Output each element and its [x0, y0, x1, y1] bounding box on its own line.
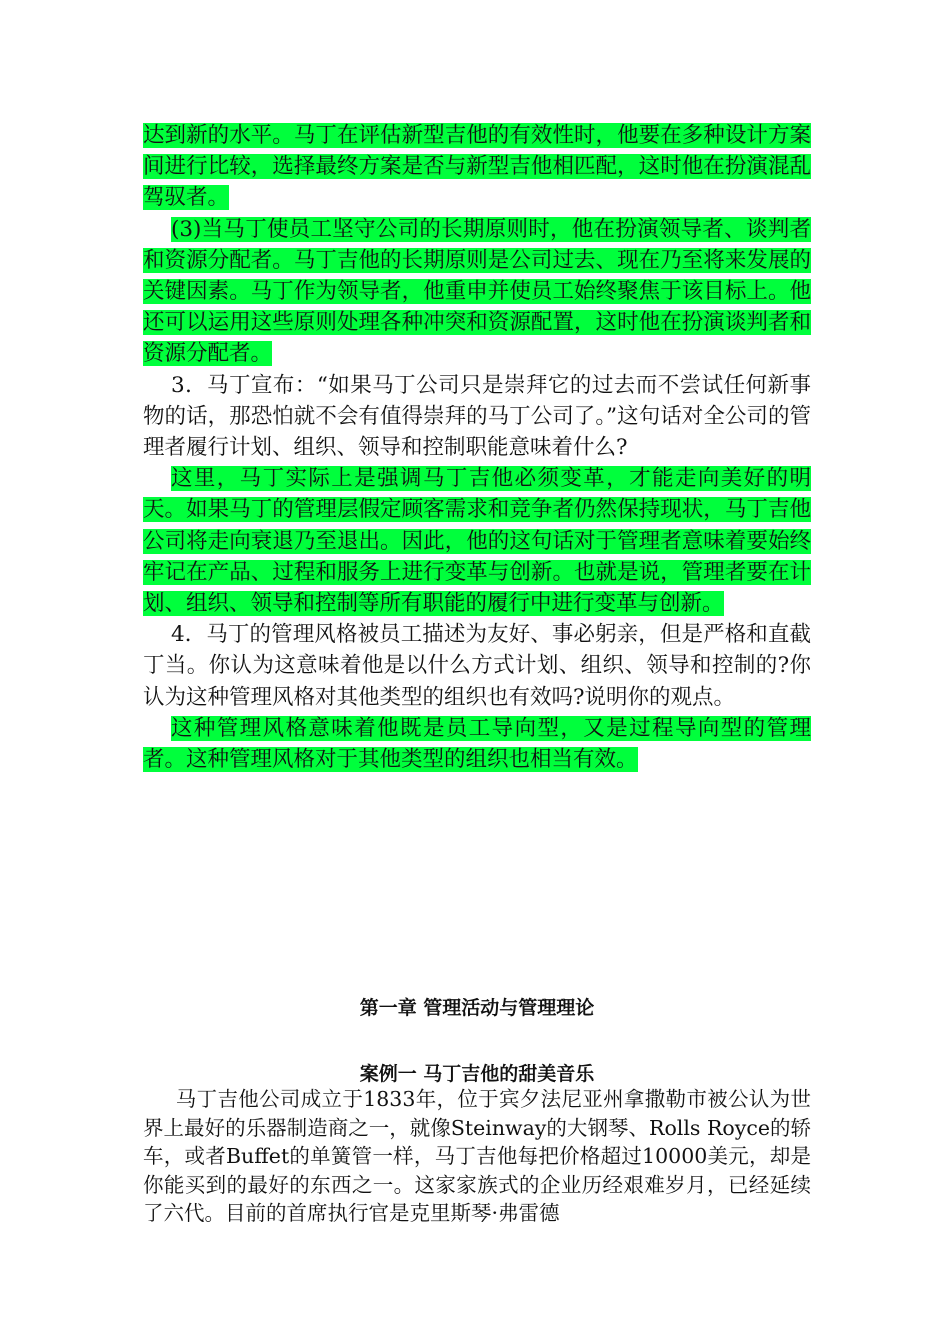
- answer-paragraph-3: [143, 463, 811, 619]
- highlighted-text: 这种管理风格意味着他既是员工导向型，又是过程导向型的管理者。这种管理风格对于其他类型的组织也相当有效。: [143, 715, 811, 773]
- highlighted-text: 这里，马丁实际上是强调马丁吉他必须变革，才能走向美好的明天。如果马丁的管理层假定顾客需求和竞争者仍然保持现状，马丁吉他公司将走向衰退乃至退出。因此，他的这句话对于管理者意味着要始终牢记在产品、过程和服务上进行变革与创新。也就是说，管理者要在计划、组织、领导和控制等所有职能的履行中进行变革与创新。: [143, 466, 811, 617]
- highlighted-text: 达到新的水平。马丁在评估新型吉他的有效性时，他要在多种设计方案间进行比较，选择最终方案是否与新型吉他相匹配，这时他在扮演混乱驾驭者。: [143, 123, 811, 211]
- answer-paragraph-1: [143, 120, 811, 214]
- answer-paragraph-4: [143, 713, 811, 775]
- question-text: 3．马丁宣布：“如果马丁公司只是崇拜它的过去而不尝试任何新事物的话，那恐怕就不会有值得崇拜的马丁公司了。”这句话对全公司的管理者履行计划、组织、领导和控制职能意味着什么?: [143, 372, 811, 461]
- highlighted-text: (3)当马丁使员工坚守公司的长期原则时，他在扮演领导者、谈判者和资源分配者。马丁吉他的长期原则是公司过去、现在乃至将来发展的关键因素。马丁作为领导者，他重申并使员工始终聚焦于该目标上。他还可以运用这些原则处理各种冲突和资源配置，这时他在扮演谈判者和资源分配者。: [143, 216, 811, 367]
- case-body-paragraph: 马丁吉他公司成立于1833年，位于宾夕法尼亚州拿撒勒市被公认为世界上最好的乐器制造商之一，就像Steinway的大钢琴、Rolls Royce的轿车，或者Buffet的单簧管一样，马丁吉他每把价格超过10000美元，却是你能买到的最好的东西之一。这家家族式的企业历经艰难岁月，已经延续了六代。目前的首席执行官是克里斯琴·弗雷德: [143, 1087, 811, 1225]
- question-paragraph-3: [143, 370, 811, 464]
- case-body-section: [143, 1085, 811, 1228]
- chapter-title: 第一章 管理活动与管理理论: [359, 997, 595, 1019]
- answer-section: [143, 120, 811, 775]
- answer-paragraph-2: [143, 214, 811, 370]
- question-paragraph-4: [143, 619, 811, 713]
- case-title: 案例一 马丁吉他的甜美音乐: [359, 1063, 595, 1085]
- question-text: 4．马丁的管理风格被员工描述为友好、事必躬亲，但是严格和直截丁当。你认为这意味着他是以什么方式计划、组织、领导和控制的?你认为这种管理风格对其他类型的组织也有效吗?说明你的观点。: [143, 622, 811, 710]
